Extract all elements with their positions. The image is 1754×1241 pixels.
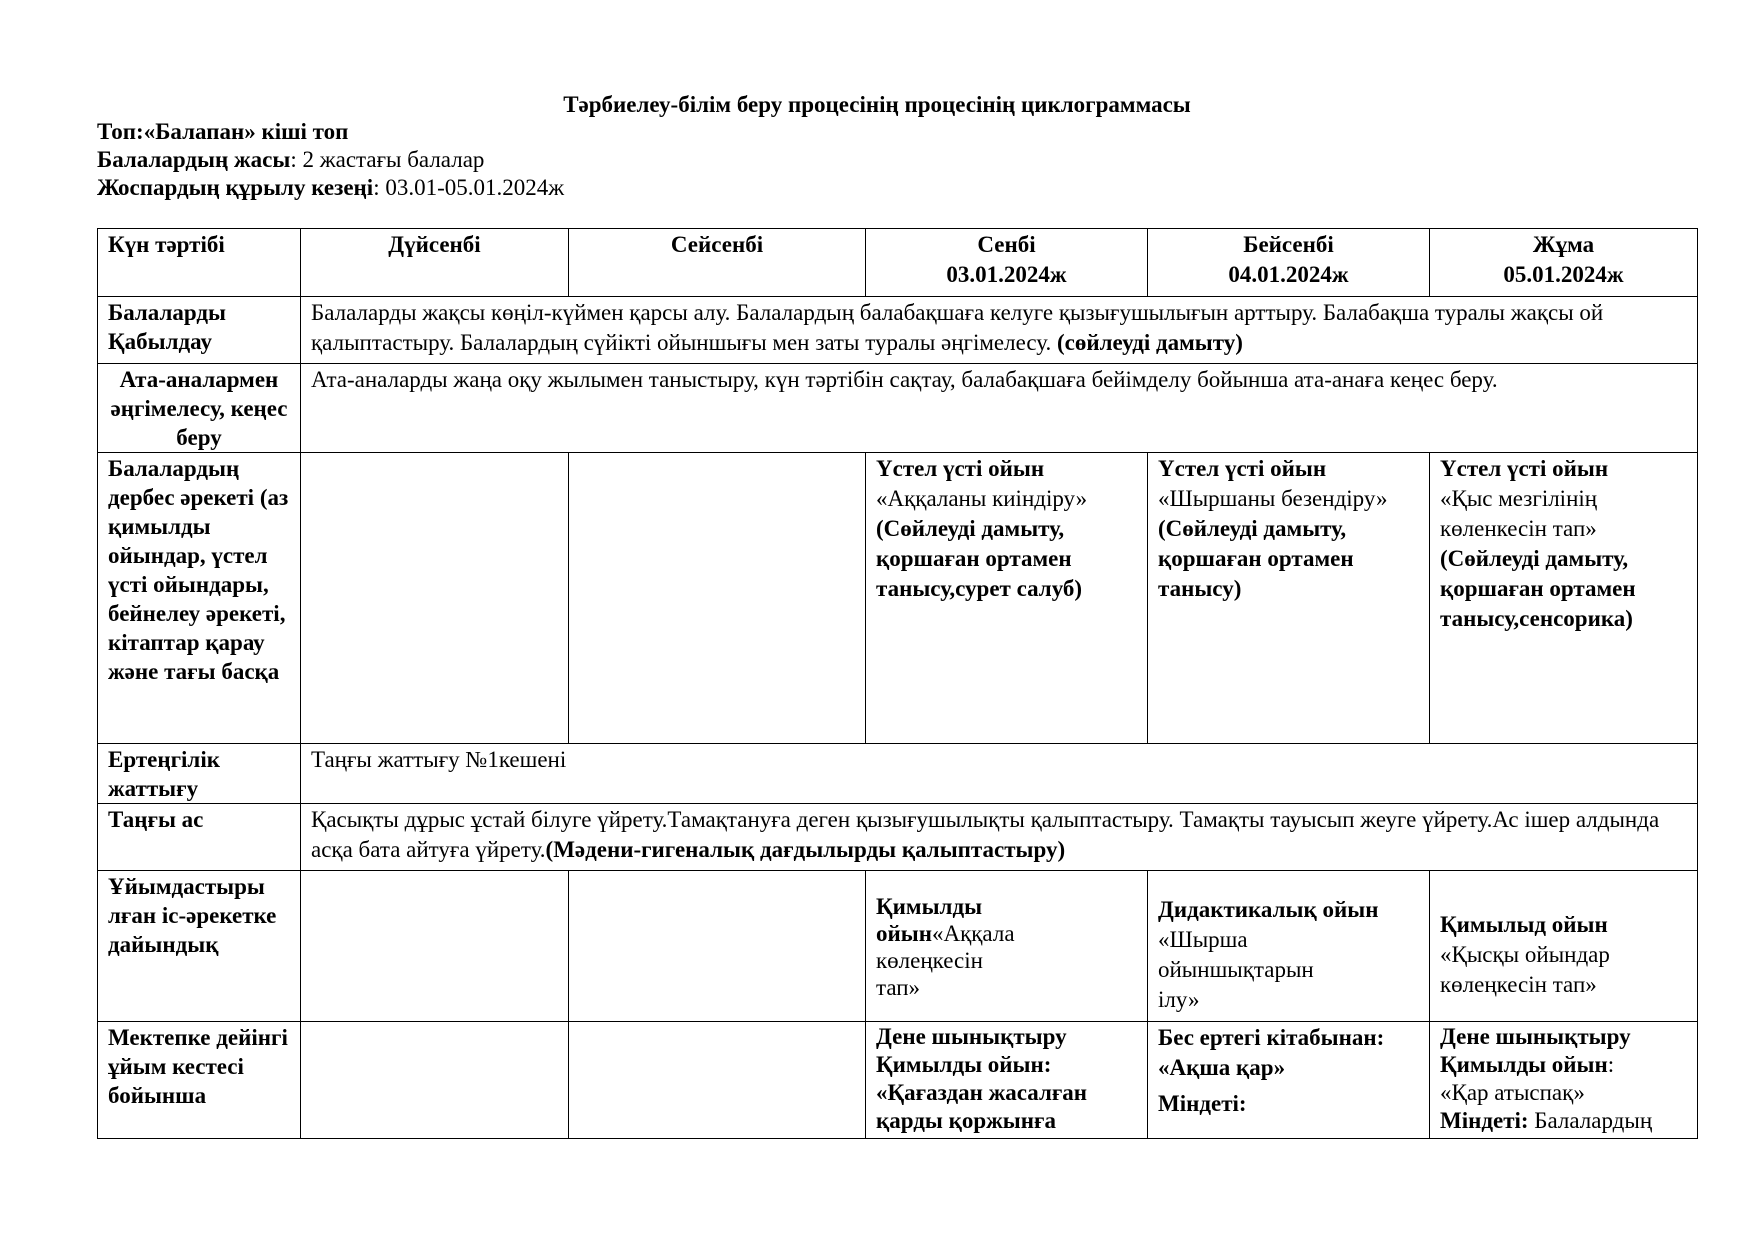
group-line bbox=[97, 118, 564, 146]
period-label: Жоспардың құрылу кезеңі bbox=[97, 175, 374, 200]
wednesday-name: Сенбі bbox=[977, 232, 1036, 257]
independent-monday-cell bbox=[301, 453, 569, 744]
preparation-thursday-cell bbox=[1148, 871, 1430, 1022]
preparation-monday-cell bbox=[301, 871, 569, 1022]
preparation-wednesday-name: «Аққала көлеңкесін тап» bbox=[876, 920, 1015, 1000]
table-row bbox=[98, 1022, 1698, 1139]
schedule-wednesday-cell bbox=[866, 1022, 1148, 1139]
document-meta bbox=[97, 118, 564, 202]
row-label-breakfast: Таңғы ас bbox=[98, 804, 301, 871]
breakfast-cell bbox=[301, 804, 1698, 871]
schedule-table bbox=[97, 228, 1698, 1139]
thursday-name: Бейсенбі bbox=[1243, 232, 1334, 257]
age-label: Балалардың жасы bbox=[97, 147, 291, 172]
row-label-preparation: Ұйымдастыры лған іс-әрекетке дайындық bbox=[98, 871, 301, 1022]
header-cell-thursday bbox=[1148, 229, 1430, 297]
thursday-date: 04.01.2024ж bbox=[1228, 262, 1349, 287]
independent-friday-name: «Қыс мезгілінің көленкесін тап» bbox=[1440, 486, 1598, 541]
preparation-wednesday-cell bbox=[866, 871, 1148, 1022]
preparation-friday-heading: Қимылыд ойын bbox=[1440, 911, 1608, 937]
breakfast-text: Қасықты дұрыс ұстай білуге үйрету.Тамақтануға деген қызығушылықты қалыптастыру. Тамақты тауысып жеуге үйрету.Ас ішер алдында асқа бата айтуға үйрету. bbox=[311, 807, 1660, 862]
friday-name: Жұма bbox=[1532, 232, 1595, 257]
parents-cell: Ата-аналарды жаңа оқу жылымен таныстыру, күн тәртібін сақтау, балабақшаға бейімделу бойынша ата-анаға кеңес беру. bbox=[301, 364, 1698, 453]
table-header-row bbox=[98, 229, 1698, 297]
independent-friday-note: (Сөйлеуді дамыту, қоршаған ортамен танысу,сенсорика) bbox=[1440, 546, 1636, 631]
reception-text: Балаларды жақсы көңіл-күймен қарсы алу. Балалардың балабақшаға келуге қызығушылығын арттыру. Балабақша туралы жақсы ой қалыптастыру. Балалардың сүйікті ойыншығы мен заты туралы әңгімелесу. bbox=[311, 300, 1604, 355]
independent-tuesday-cell bbox=[569, 453, 866, 744]
period-line bbox=[97, 174, 564, 202]
independent-thursday-cell bbox=[1148, 453, 1430, 744]
independent-thursday-name: «Шыршаны безендіру» bbox=[1158, 486, 1388, 511]
wednesday-date: 03.01.2024ж bbox=[946, 262, 1067, 287]
independent-thursday-heading: Үстел үсті ойын bbox=[1158, 456, 1327, 481]
independent-wednesday-note: (Сөйлеуді дамыту, қоршаған ортамен танысу,сурет салуб) bbox=[876, 516, 1083, 601]
table-row bbox=[98, 871, 1698, 1022]
schedule-tuesday-cell bbox=[569, 1022, 866, 1139]
schedule-friday-line4-rest: Балалардың bbox=[1528, 1108, 1653, 1133]
period-value: : 03.01-05.01.2024ж bbox=[373, 175, 565, 200]
header-cell-monday: Дүйсенбі bbox=[301, 229, 569, 297]
preparation-friday-name: «Қысқы ойындар көлеңкесін тап» bbox=[1440, 941, 1610, 997]
schedule-thursday-line1: Бес ертегі кітабынан: bbox=[1158, 1025, 1385, 1050]
schedule-monday-cell bbox=[301, 1022, 569, 1139]
age-line bbox=[97, 146, 564, 174]
independent-friday-heading: Үстел үсті ойын bbox=[1440, 456, 1609, 481]
row-label-reception: Балаларды Қабылдау bbox=[98, 297, 301, 364]
row-label-independent: Балалардың дербес әрекеті (аз қимылды ойындар, үстел үсті ойындары, бейнелеу әрекеті, кітаптар қарау және тағы басқа bbox=[98, 453, 301, 744]
independent-friday-cell bbox=[1430, 453, 1698, 744]
table-row bbox=[98, 804, 1698, 871]
schedule-friday-line2-rest: : bbox=[1607, 1052, 1615, 1077]
row-label-parents: Ата-аналармен әңгімелесу, кеңес беру bbox=[98, 364, 301, 453]
breakfast-text-bold: (Мәдени-гигеналық дағдылырды қалыптастыру) bbox=[545, 837, 1066, 862]
schedule-thursday-cell bbox=[1148, 1022, 1430, 1139]
schedule-friday-line2: Қимылды ойын bbox=[1440, 1052, 1608, 1077]
independent-thursday-note: (Сөйлеуді дамыту, қоршаған ортамен танысу) bbox=[1158, 516, 1354, 601]
independent-wednesday-name: «Аққаланы киіндіру» bbox=[876, 486, 1088, 511]
table-row bbox=[98, 364, 1698, 453]
schedule-wednesday-line3: «Қағаздан жасалған қарды қоржынға bbox=[876, 1080, 1088, 1133]
header-cell-tuesday: Сейсенбі bbox=[569, 229, 866, 297]
friday-date: 05.01.2024ж bbox=[1503, 262, 1624, 287]
reception-cell bbox=[301, 297, 1698, 364]
reception-text-bold: (сөйлеуді дамыту) bbox=[1057, 330, 1243, 355]
document-title: Тәрбиелеу-білім беру процесінің процесінің циклограммасы bbox=[563, 92, 1191, 117]
preparation-thursday-name: «Шырша ойыншықтарын ілу» bbox=[1158, 926, 1314, 1012]
schedule-thursday-line2: «Ақша қар» bbox=[1158, 1055, 1286, 1080]
header-cell-friday bbox=[1430, 229, 1698, 297]
table-row bbox=[98, 453, 1698, 744]
header-cell-routine: Күн тәртібі bbox=[98, 229, 301, 297]
schedule-friday-line1: Дене шынықтыру bbox=[1440, 1024, 1631, 1049]
exercise-cell: Таңғы жаттығу №1кешені bbox=[301, 744, 1698, 804]
schedule-friday-cell bbox=[1430, 1022, 1698, 1139]
preparation-friday-cell bbox=[1430, 871, 1698, 1022]
preparation-thursday-heading: Дидактикалық ойын bbox=[1158, 896, 1379, 922]
preparation-tuesday-cell bbox=[569, 871, 866, 1022]
header-cell-wednesday bbox=[866, 229, 1148, 297]
schedule-wednesday-line1: Дене шынықтыру bbox=[876, 1024, 1067, 1049]
preparation-wednesday-heading: Қимылды ойын bbox=[876, 893, 983, 946]
schedule-wednesday-line2: Қимылды ойын: bbox=[876, 1052, 1052, 1077]
row-label-schedule: Мектепке дейінгі ұйым кестесі бойынша bbox=[98, 1022, 301, 1139]
independent-wednesday-cell bbox=[866, 453, 1148, 744]
table-row bbox=[98, 744, 1698, 804]
schedule-thursday-line3: Міндеті: bbox=[1158, 1091, 1247, 1116]
schedule-friday-line3: «Қар атыспақ» bbox=[1440, 1080, 1585, 1105]
group-label: Топ:«Балапан» кіші топ bbox=[97, 119, 349, 144]
independent-wednesday-heading: Үстел үсті ойын bbox=[876, 456, 1045, 481]
table-row bbox=[98, 297, 1698, 364]
row-label-exercise: Ертеңгілік жаттығу bbox=[98, 744, 301, 804]
schedule-friday-line4-bold: Міндеті: bbox=[1440, 1108, 1529, 1133]
age-value: : 2 жастағы балалар bbox=[290, 147, 485, 172]
